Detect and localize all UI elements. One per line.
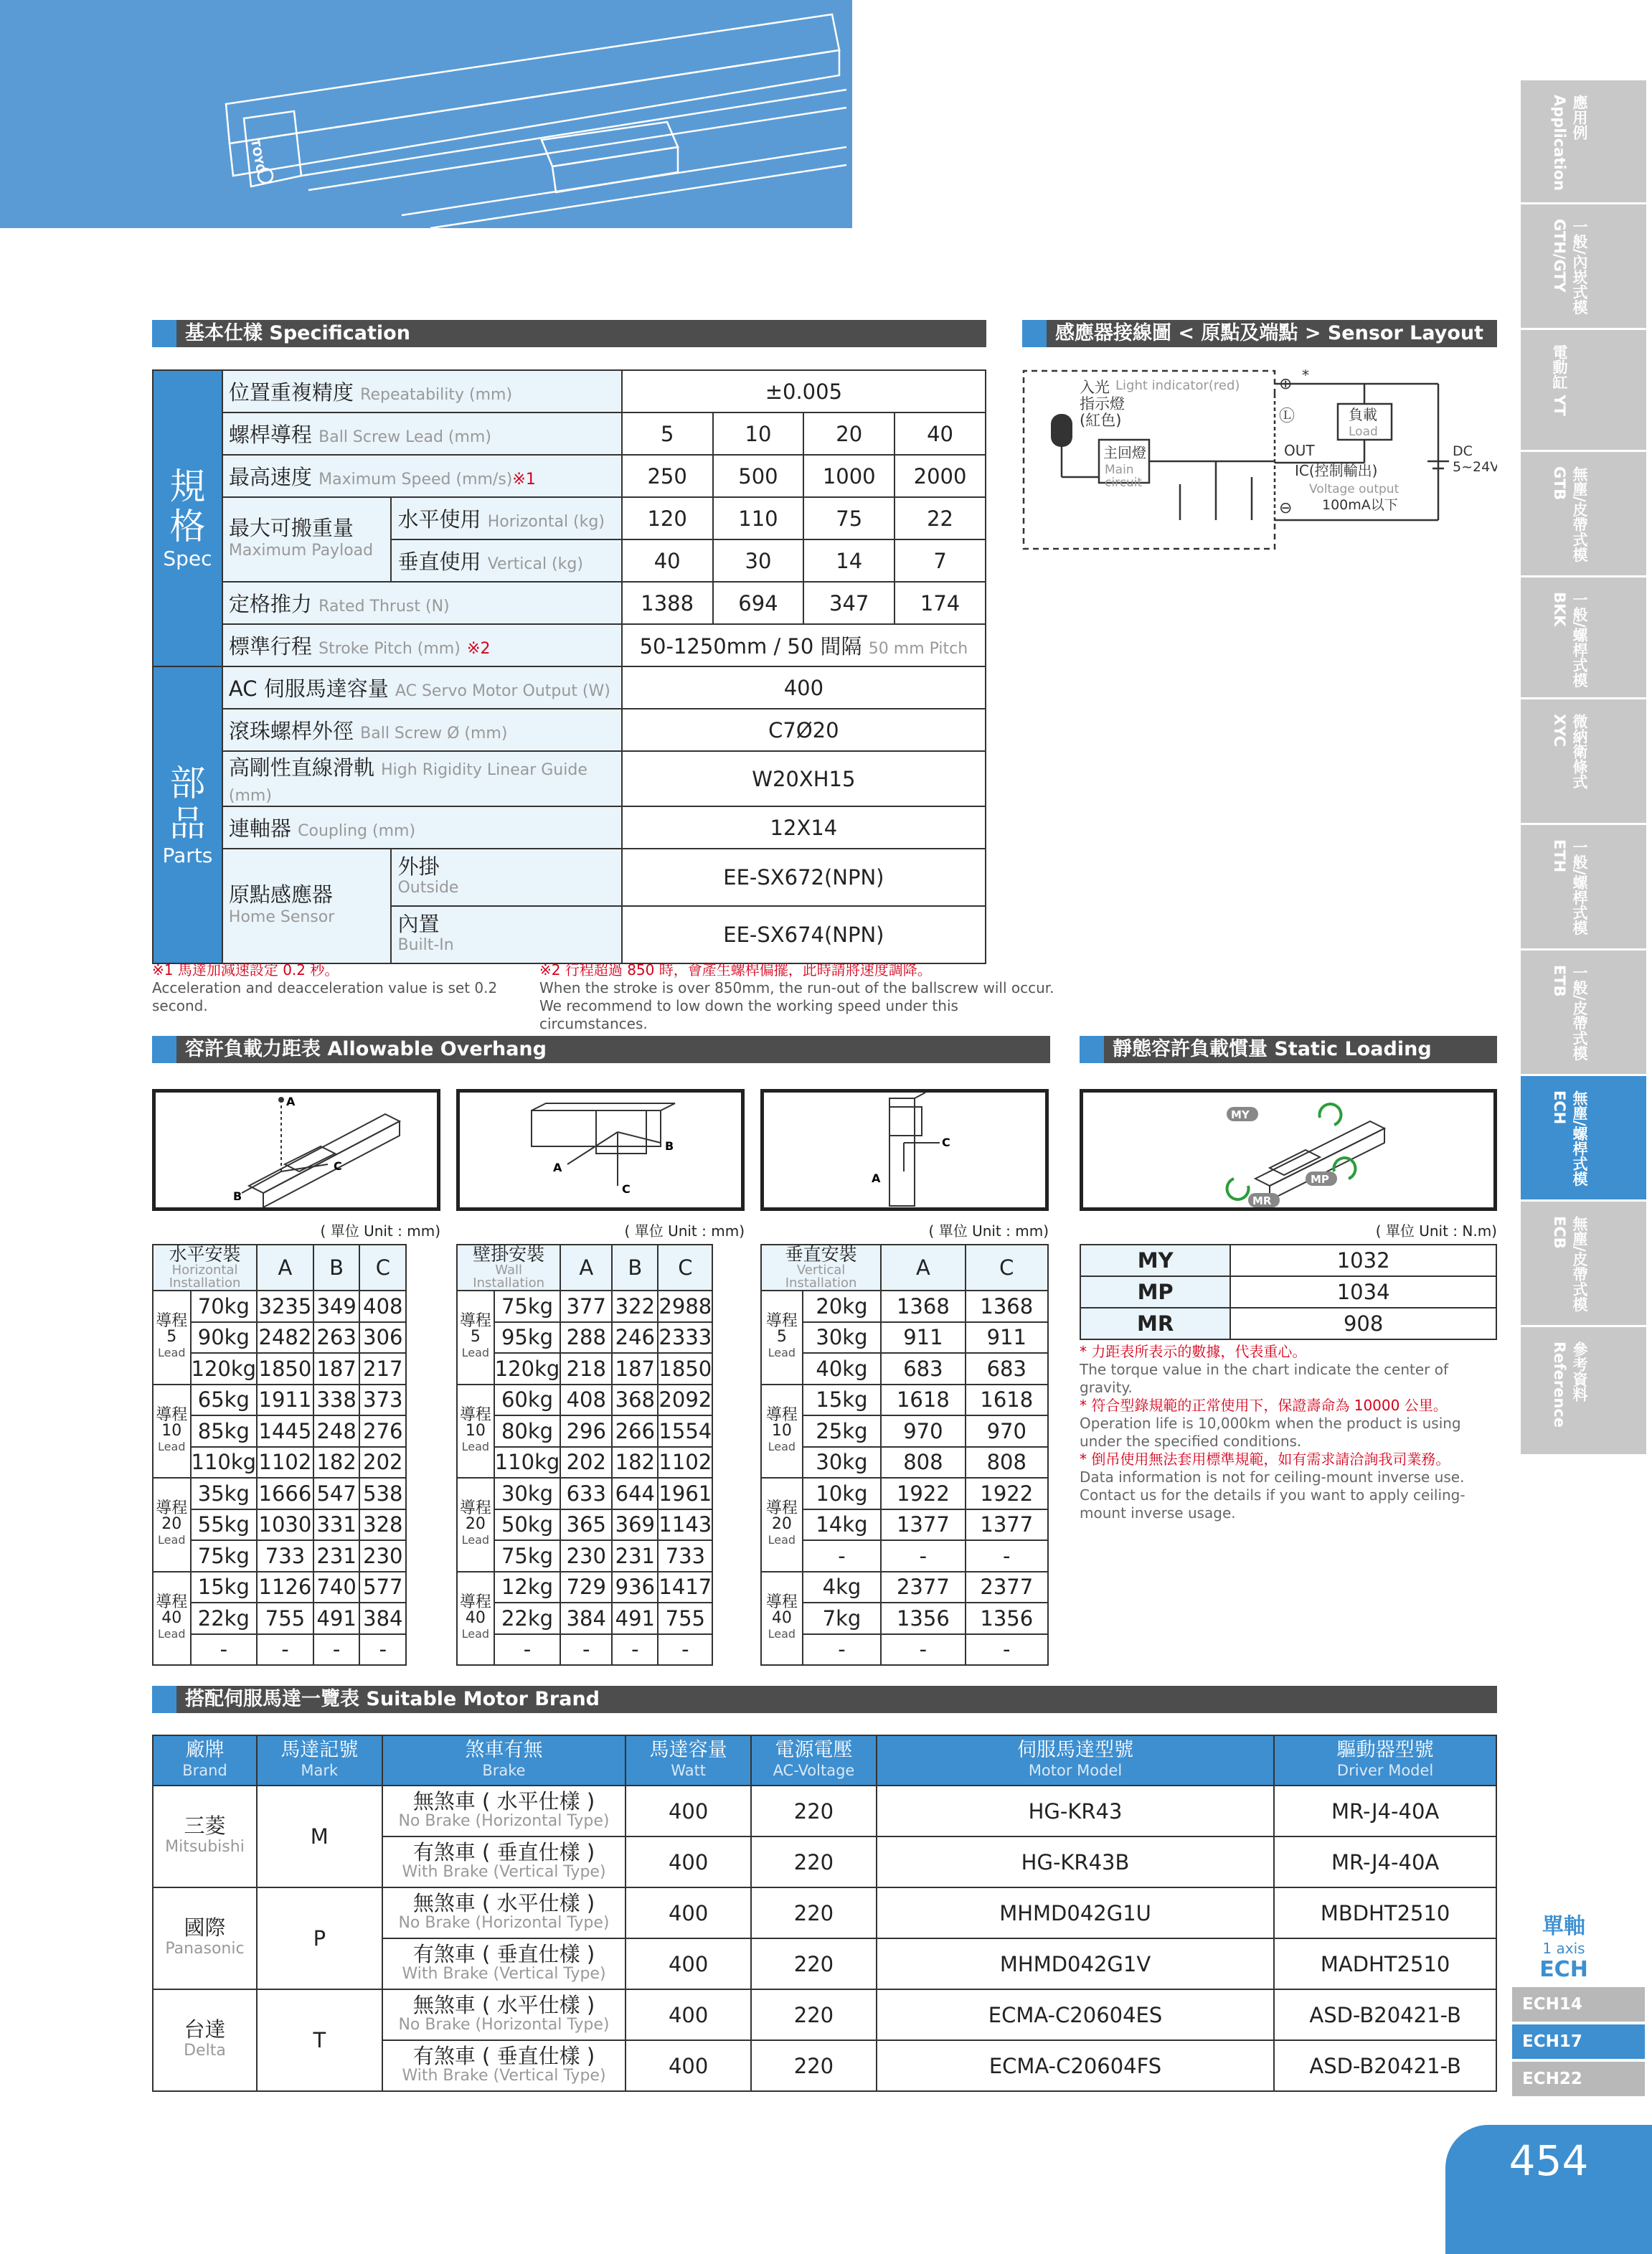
svg-text:A: A [872, 1171, 881, 1185]
svg-text:⊖: ⊖ [1279, 499, 1293, 517]
brake-cell: 無煞車 ( 水平仕樣 ) No Brake (Horizontal Type) [382, 1989, 626, 2040]
svg-text:指示燈: 指示燈 [1080, 395, 1125, 412]
overhang-section-title: 容許負載力距表 Allowable Overhang [152, 1036, 1050, 1063]
horizontal-install-diagram [152, 1089, 440, 1211]
svg-text:C: C [334, 1159, 342, 1173]
svg-text:Load: Load [1349, 425, 1378, 439]
table-row: 90kg 2482 263 306 [153, 1322, 440, 1354]
table-row: 25kg 970 970 [761, 1415, 1048, 1447]
motor-header: 伺服馬達型號 Motor Model [877, 1735, 1274, 1786]
lead-group-cell: 導程 10 Lead [761, 1385, 803, 1479]
moment-row: MR 908 [1080, 1308, 1496, 1339]
motor-row: 有煞車 ( 垂直仕樣 ) With Brake (Vertical Type) 400 220 HG-KR43B MR-J4-40A [153, 1836, 1496, 1887]
model-tab[interactable]: ECH14 [1512, 1987, 1645, 2022]
hero-banner [0, 0, 852, 228]
vertical-overhang-table: 垂直安裝 Vertical Installation A C 導程 5 Lead 20kg 1368 1368 30kg 911 911 40kg 683 683 導程 10 Lead 15kg 1618 1618 25kg 970 970 30kg 808 808 導程 20 Lead 10kg 1922 1922 14kg 1377 1377 - - - 導程 40 Lead 4kg 2377 2377 7kg 1356 1356 - - - [760, 1244, 1049, 1666]
lead-group-cell: 導程 20 Lead [761, 1478, 803, 1572]
table-row: 導程 40 Lead 4kg 2377 2377 [761, 1572, 1048, 1603]
spec-note-1: ※1 馬達加減速設定 0.2 秒。 Acceleration and deacceleration value is set 0.2 second. [152, 961, 498, 1014]
motor-header: 驅動器型號 Driver Model [1274, 1735, 1496, 1786]
brake-cell: 無煞車 ( 水平仕樣 ) No Brake (Horizontal Type) [382, 1786, 626, 1836]
sidebar-tab[interactable]: 參考資料 Reference [1521, 1327, 1646, 1456]
svg-text:C: C [622, 1182, 631, 1196]
table-row: 55kg 1030 331 328 [153, 1509, 440, 1541]
svg-text:IC(控制輸出): IC(控制輸出) [1295, 462, 1378, 479]
svg-text:TOYO: TOYO [248, 138, 268, 175]
table-row: 導程 5 Lead 70kg 3235 349 408 [153, 1291, 440, 1322]
motor-header: 電源電壓 AC-Voltage [751, 1735, 877, 1786]
svg-text:B: B [233, 1189, 242, 1203]
motor-row: 台達 Delta T 無煞車 ( 水平仕樣 ) No Brake (Horizontal Type) 400 220 ECMA-C20604ES ASD-B20421-B [153, 1989, 1496, 2040]
svg-text:Main: Main [1105, 463, 1134, 477]
motor-row: 國際 Panasonic P 無煞車 ( 水平仕樣 ) No Brake (Horizontal Type) 400 220 MHMD042G1U MBDHT2510 [153, 1887, 1496, 1938]
wall-overhang-table: 壁掛安裝 Wall Installation A B C 導程 5 Lead 75kg 377 322 2988 95kg 288 246 2333 120kg 218 187 1850 導程 10 Lead 60kg 408 368 2092 80kg 296 266 1554 110kg 202 182 1102 導程 20 Lead 30kg 633 644 1961 50kg 365 369 1143 75kg 230 231 733 導程 40 Lead 12kg 729 936 1417 22kg 384 491 755 - - - - [456, 1244, 745, 1666]
table-row: - - - - [153, 1634, 440, 1666]
sensor-diagram [1022, 369, 1497, 553]
sidebar-tab[interactable]: 電動缸 YT [1521, 330, 1646, 452]
table-row: 22kg 755 491 384 [153, 1603, 440, 1634]
sidebar-tab[interactable]: 一般/螺桿式模 BKK [1521, 577, 1646, 699]
spec-group-label: 規格 Spec [153, 370, 222, 666]
moment-row: MY 1032 [1080, 1245, 1496, 1276]
svg-text:Ⓛ: Ⓛ [1279, 407, 1295, 425]
moment-diagram [1080, 1089, 1497, 1211]
table-row: 7kg 1356 1356 [761, 1603, 1048, 1634]
svg-text:100mA以下: 100mA以下 [1322, 497, 1398, 513]
sidebar-tab[interactable]: 微納衛條式 XYC [1521, 699, 1646, 825]
svg-text:MP: MP [1311, 1173, 1329, 1186]
svg-text:MR: MR [1252, 1194, 1272, 1207]
sidebar-tab[interactable]: 應用例 Application [1521, 80, 1646, 204]
svg-text:circuit: circuit [1105, 476, 1143, 490]
table-row: 40kg 683 683 [761, 1353, 1048, 1385]
table-row: 導程 10 Lead 15kg 1618 1618 [761, 1385, 1048, 1416]
spec-section-title: 基本仕樣 Specification [152, 320, 986, 347]
table-row: 120kg 1850 187 217 [153, 1353, 440, 1385]
table-row: 95kg 288 246 2333 [457, 1322, 744, 1354]
lead-group-cell: 導程 5 Lead [457, 1291, 494, 1385]
motor-row: 有煞車 ( 垂直仕樣 ) With Brake (Vertical Type) 400 220 MHMD042G1V MADHT2510 [153, 1938, 1496, 1989]
table-row: 75kg 230 231 733 [457, 1540, 744, 1572]
svg-text:(紅色): (紅色) [1080, 412, 1122, 429]
sidebar-tab[interactable]: 一般/皮帶式模 ETB [1521, 951, 1646, 1076]
brake-cell: 有煞車 ( 垂直仕樣 ) With Brake (Vertical Type) [382, 2040, 626, 2091]
lead-group-cell: 導程 10 Lead [153, 1385, 191, 1479]
svg-text:OUT: OUT [1284, 442, 1315, 459]
table-row: 30kg 911 911 [761, 1322, 1048, 1354]
table-row: 50kg 365 369 1143 [457, 1509, 744, 1541]
svg-text:主回燈: 主回燈 [1103, 444, 1146, 461]
lead-group-cell: 導程 40 Lead [761, 1572, 803, 1666]
table-row: 導程 40 Lead 15kg 1126 740 577 [153, 1572, 440, 1603]
table-row: 30kg 808 808 [761, 1447, 1048, 1479]
table-row: 導程 5 Lead 75kg 377 322 2988 [457, 1291, 744, 1322]
lead-group-cell: 導程 5 Lead [153, 1291, 191, 1385]
motor-header: 煞車有無 Brake [382, 1735, 626, 1786]
sidebar-tab[interactable]: 無塵/皮帶式模 ECB [1521, 1202, 1646, 1327]
actuator-illustration [0, 0, 852, 228]
wall-install-diagram [456, 1089, 745, 1211]
table-row: 導程 10 Lead 65kg 1911 338 373 [153, 1385, 440, 1416]
svg-text:⊕: ⊕ [1279, 375, 1293, 393]
svg-text:DC: DC [1453, 443, 1473, 459]
table-row: 導程 10 Lead 60kg 408 368 2092 [457, 1385, 744, 1416]
spec-table: 規格 Spec 位置重複精度 Repeatability (mm) ±0.005 螺桿導程 Ball Screw Lead (mm) 5 10 20 40 最高速度 Maximum Speed (mm/s)※1 250 500 1000 2000 最大可搬重量 Maximum Payload 水平使用 Horizontal (kg) 120 110 75 22 垂直使用 Vertical (kg) 40 30 14 7 定格推力 Rated Thrust (N) 1388 694 347 174 標準行程 Stroke Pitch (mm) ※2 50-1250mm / 50 間隔 50 mm Pitch 部品 Parts AC 伺服馬達容量 AC Servo Motor Output (W) 400 滾珠螺桿外徑 Ball Screw Ø (mm) C7Ø20 高剛性直線滑軌 High Rigidity Linear Guide (mm) W20XH15 連軸器 Coupling (mm) 12X14 原點感應器 Home Sensor 外掛 Outside EE-SX672(NPN) 內置 Built-In EE-SX674(NPN) [152, 369, 986, 964]
table-row: 導程 20 Lead 35kg 1666 547 538 [153, 1478, 440, 1509]
model-tab[interactable]: ECH17 [1512, 2024, 1645, 2059]
brand-cell: 國際 Panasonic [153, 1887, 257, 1989]
page-number: 454 [1445, 2125, 1652, 2254]
motor-section-title: 搭配伺服馬達一覽表 Suitable Motor Brand [152, 1686, 1497, 1713]
moment-row: MP 1034 [1080, 1276, 1496, 1308]
table-row: 85kg 1445 248 276 [153, 1415, 440, 1447]
svg-text:A: A [553, 1161, 562, 1174]
brand-cell: 三菱 Mitsubishi [153, 1786, 257, 1887]
svg-text:Light indicator(red): Light indicator(red) [1115, 378, 1240, 393]
table-row: 導程 20 Lead 30kg 633 644 1961 [457, 1478, 744, 1509]
sidebar-tab[interactable]: 無塵/皮帶式模 GTB [1521, 452, 1646, 577]
table-row: - - - - [457, 1634, 744, 1666]
brake-cell: 無煞車 ( 水平仕樣 ) No Brake (Horizontal Type) [382, 1887, 626, 1938]
sidebar-tab[interactable]: 一般/內崁式模 GTH/GTY [1521, 204, 1646, 330]
sidebar-tab[interactable]: 一般/螺桿式模 ETH [1521, 825, 1646, 951]
lead-group-cell: 導程 5 Lead [761, 1291, 803, 1385]
sensor-section-title: 感應器接線圖 < 原點及端點 > Sensor Layout [1022, 320, 1497, 347]
table-row: 80kg 296 266 1554 [457, 1415, 744, 1447]
horizontal-overhang-table: 水平安裝 Horizontal Installation A B C 導程 5 Lead 70kg 3235 349 408 90kg 2482 263 306 120kg 1850 187 217 導程 10 Lead 65kg 1911 338 373 85kg 1445 248 276 110kg 1102 182 202 導程 20 Lead 35kg 1666 547 538 55kg 1030 331 328 75kg 733 231 230 導程 40 Lead 15kg 1126 740 577 22kg 755 491 384 - - - - [152, 1244, 440, 1666]
motor-header: 廠牌 Brand [153, 1735, 257, 1786]
table-row: 22kg 384 491 755 [457, 1603, 744, 1634]
lead-group-cell: 導程 20 Lead [457, 1478, 494, 1572]
svg-text:*: * [1302, 369, 1309, 384]
table-row: 14kg 1377 1377 [761, 1509, 1048, 1541]
brand-cell: 台達 Delta [153, 1989, 257, 2091]
model-tab[interactable]: ECH22 [1512, 2062, 1645, 2096]
motor-header: 馬達記號 Mark [257, 1735, 382, 1786]
brake-cell: 有煞車 ( 垂直仕樣 ) With Brake (Vertical Type) [382, 1836, 626, 1887]
moment-section-title: 靜態容許負載慣量 Static Loading Moment [1080, 1036, 1497, 1063]
svg-text:B: B [665, 1139, 674, 1153]
motor-header: 馬達容量 Watt [626, 1735, 751, 1786]
svg-text:MY: MY [1231, 1108, 1250, 1121]
motor-row: 三菱 Mitsubishi M 無煞車 ( 水平仕樣 ) No Brake (Horizontal Type) 400 220 HG-KR43 MR-J4-40A [153, 1786, 1496, 1836]
lead-group-cell: 導程 10 Lead [457, 1385, 494, 1479]
table-row: 導程 40 Lead 12kg 729 936 1417 [457, 1572, 744, 1603]
svg-text:Voltage output: Voltage output [1309, 482, 1400, 496]
table-row: 120kg 218 187 1850 [457, 1353, 744, 1385]
vertical-install-diagram [760, 1089, 1049, 1211]
repeatability-value: ±0.005 [622, 370, 986, 412]
spec-note-2: ※2 行程超過 850 時，會產生螺桿偏擺，此時請將速度調降。 When the stroke is over 850mm, the run-out of the ballscrew will occur. We recommend to low down the working speed under this circumstances. [539, 961, 1054, 1032]
svg-text:C: C [942, 1136, 950, 1149]
table-row: - - - [761, 1540, 1048, 1572]
table-row: 導程 5 Lead 20kg 1368 1368 [761, 1291, 1048, 1322]
brake-cell: 有煞車 ( 垂直仕樣 ) With Brake (Vertical Type) [382, 1938, 626, 1989]
table-row: 110kg 202 182 1102 [457, 1447, 744, 1479]
lead-group-cell: 導程 20 Lead [153, 1478, 191, 1572]
svg-text:入光: 入光 [1080, 379, 1110, 396]
table-row: 導程 20 Lead 10kg 1922 1922 [761, 1478, 1048, 1509]
table-row: 110kg 1102 182 202 [153, 1447, 440, 1479]
svg-text:負載: 負載 [1349, 406, 1377, 423]
lead-group-cell: 導程 40 Lead [153, 1572, 191, 1666]
motor-row: 有煞車 ( 垂直仕樣 ) With Brake (Vertical Type) 400 220 ECMA-C20604FS ASD-B20421-B [153, 2040, 1496, 2091]
sidebar-tab[interactable]: 無塵/螺桿式模 ECH [1521, 1076, 1646, 1202]
svg-text:A: A [286, 1095, 296, 1108]
svg-text:5~24V: 5~24V [1453, 459, 1497, 475]
lead-group-cell: 導程 40 Lead [457, 1572, 494, 1666]
table-row: 75kg 733 231 230 [153, 1540, 440, 1572]
axis-label: 單軸 1 axis ECH [1539, 1914, 1588, 1982]
moment-notes: * 力距表所表示的數據，代表重心。 The torque value in the chart indicate the center of gravity. * 符合型錄規範的正常使用下，保證壽命為 10000 公里。 Operation life is 10,000km when the product is using under the specified conditions. * 倒吊使用無法套用標準規範，如有需求請洽詢我司業務。 Data information is not for ceiling-mount inverse use. Contact us for the details if you want to apply ceiling-mount inverse usage. [1080, 1343, 1465, 1522]
table-row: - - - [761, 1634, 1048, 1666]
moment-table [1080, 1244, 1497, 1340]
motor-brand-table [152, 1735, 1497, 2092]
